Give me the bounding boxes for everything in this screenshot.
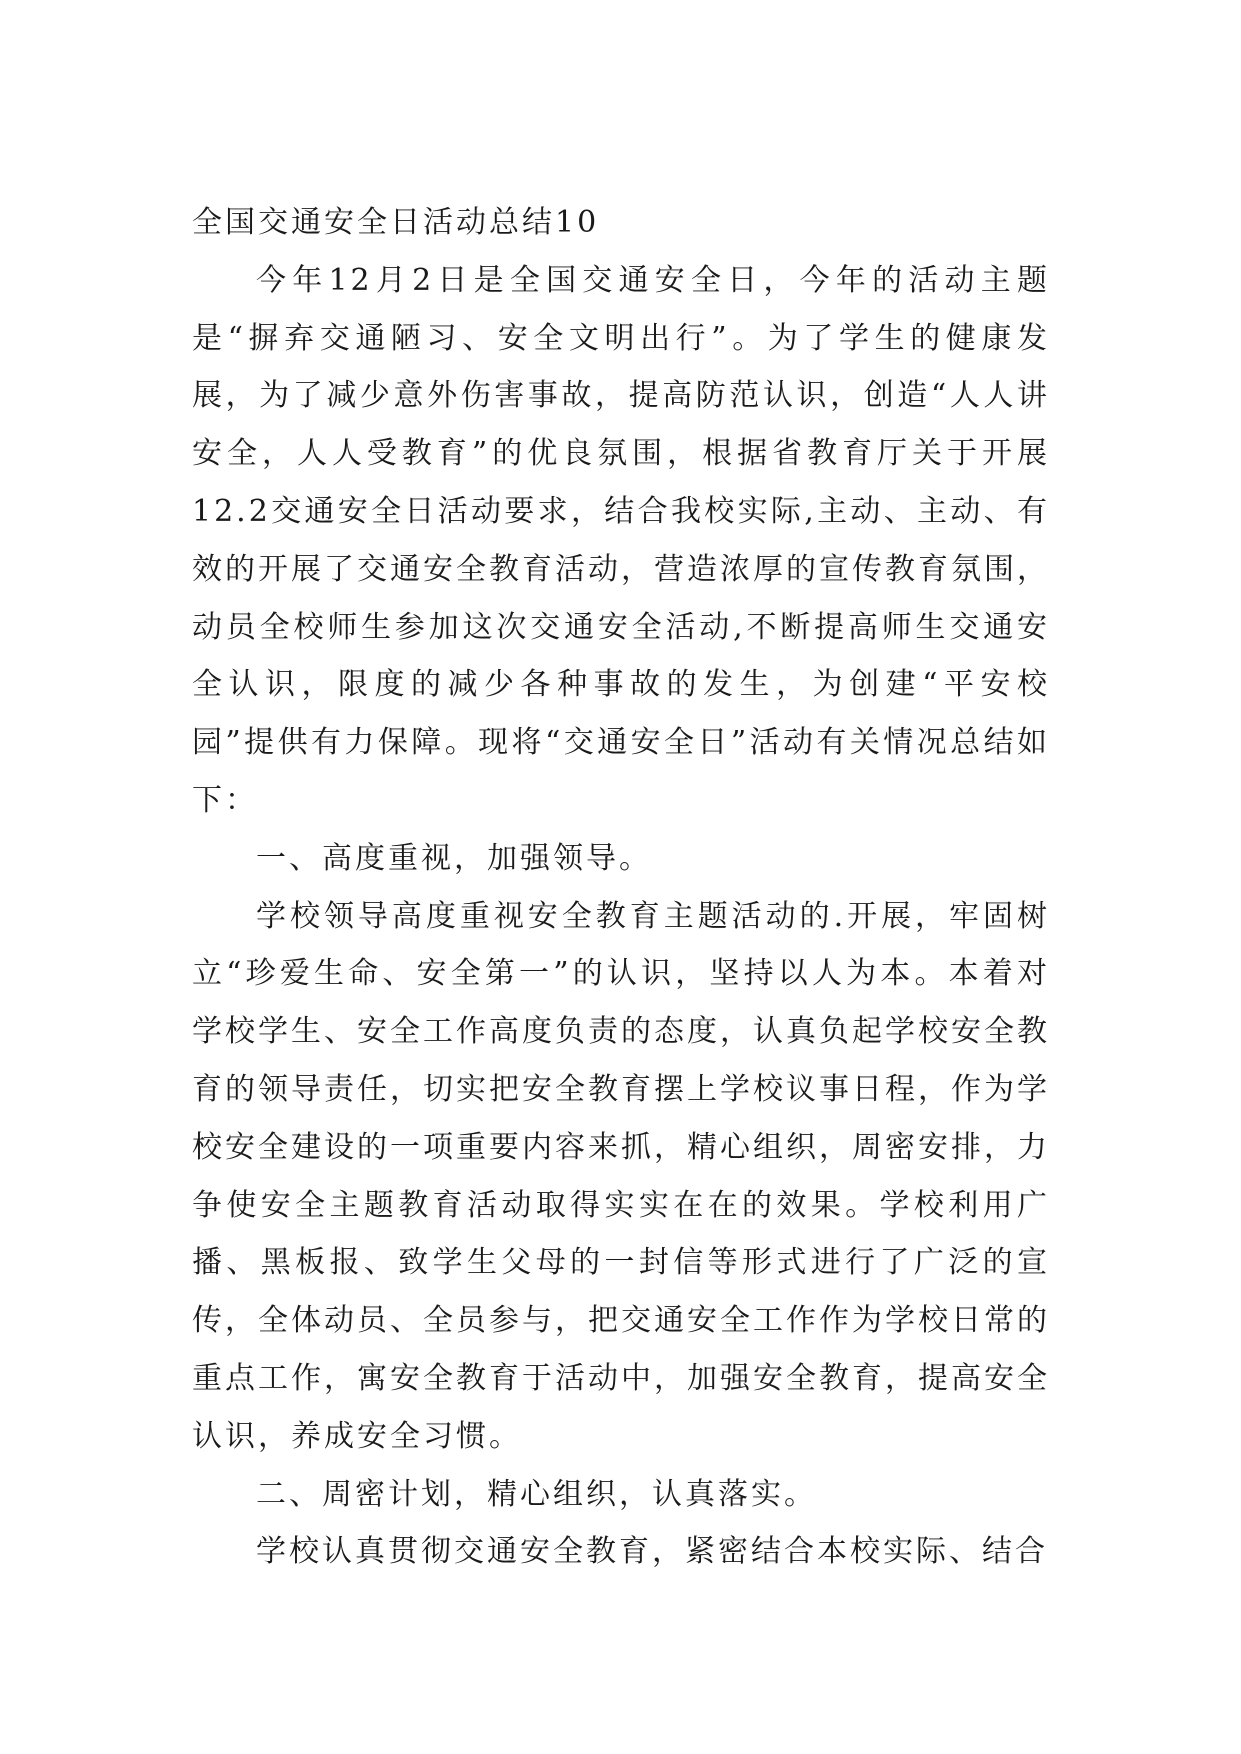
paragraph-section-2: 学校认真贯彻交通安全教育，紧密结合本校实际、结合 [256,1534,1048,1570]
section-heading-1: 一、高度重视，加强领导。 [256,840,652,876]
document-body [192,194,1050,1581]
section-heading-2: 二、周密计划，精心组织，认真落实。 [256,1476,817,1512]
paragraph-section-1: 学校领导高度重视安全教育主题活动的.开展，牢固树立“珍爱生命、安全第一”的认识，坚持以人为本。本着对学校学生、安全工作高度负责的态度，认真负起学校安全教育的领导责任，切实把安全教育摆上学校议事日程，作为学校安全建设的一项重要内容来抓，精心组织，周密安排，力争使安全主题教育活动取得实实在在的效果。学校利用广播、黑板报、致学生父母的一封信等形式进行了广泛的宣传，全体动员、全员参与，把交通安全工作作为学校日常的重点工作，寓安全教育于活动中，加强安全教育，提高安全认识，养成安全习惯。 [192,898,1050,1454]
paragraph-intro: 今年12月2日是全国交通安全日，今年的活动主题是“摒弃交通陋习、安全文明出行”。为了学生的健康发展，为了减少意外伤害事故，提高防范认识，创造“人人讲安全，人人受教育”的优良氛围，根据省教育厅关于开展12.2交通安全日活动要求，结合我校实际,主动、主动、有效的开展了交通安全教育活动，营造浓厚的宣传教育氛围，动员全校师生参加这次交通安全活动,不断提高师生交通安全认识，限度的减少各种事故的发生，为创建“平安校园”提供有力保障。现将“交通安全日”活动有关情况总结如下： [192,262,1050,818]
document-title: 全国交通安全日活动总结10 [192,205,600,240]
